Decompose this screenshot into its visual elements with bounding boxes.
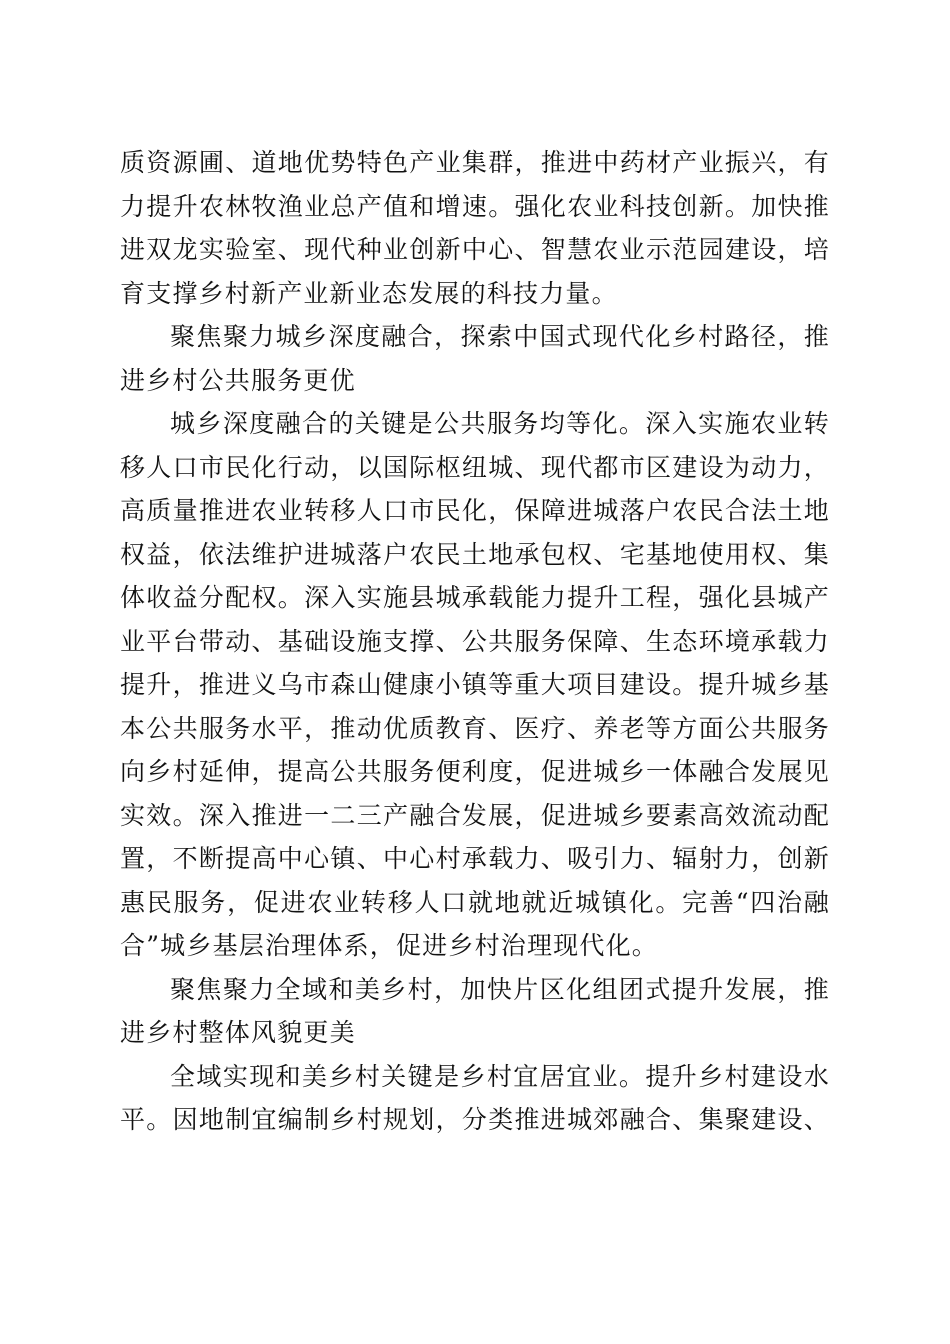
document-body bbox=[120, 141, 830, 1142]
section-heading-urban-rural-integration bbox=[120, 315, 830, 402]
text-line: 提升，推进义乌市森山健康小镇等重大项目建设。提升城乡基 bbox=[120, 670, 830, 699]
text-line: 合”城乡基层治理体系，促进乡村治理现代化。 bbox=[120, 931, 658, 960]
text-line: 移人口市民化行动，以国际枢纽城、现代都市区建设为动力， bbox=[120, 452, 830, 482]
text-line: 全域实现和美乡村关键是乡村宜居宜业。提升乡村建设水 bbox=[170, 1061, 830, 1091]
text-line: 向乡村延伸，提高公共服务便利度，促进城乡一体融合发展见 bbox=[120, 757, 830, 786]
text-line: 聚焦聚力全域和美乡村，加快片区化组团式提升发展，推 bbox=[170, 974, 830, 1004]
paragraph-agri-tech bbox=[120, 141, 830, 315]
text-line: 实效。深入推进一二三产融合发展，促进城乡要素高效流动配 bbox=[120, 800, 830, 830]
text-line: 进乡村整体风貌更美 bbox=[120, 1018, 356, 1047]
text-line: 力提升农林牧渔业总产值和增速。强化农业科技创新。加快推 bbox=[120, 191, 830, 221]
text-line: 本公共服务水平，推动优质教育、医疗、养老等方面公共服务 bbox=[120, 713, 830, 743]
text-line: 质资源圃、道地优势特色产业集群，推进中药材产业振兴，有 bbox=[120, 148, 830, 177]
text-line: 平。因地制宜编制乡村规划，分类推进城郊融合、集聚建设、 bbox=[120, 1105, 830, 1134]
text-line: 置，不断提高中心镇、中心村承载力、吸引力、辐射力，创新 bbox=[120, 844, 830, 873]
section-heading-beautiful-countryside bbox=[120, 968, 830, 1055]
text-line: 育支撑乡村新产业新业态发展的科技力量。 bbox=[120, 278, 618, 308]
text-line: 进乡村公共服务更优 bbox=[120, 365, 356, 395]
text-line: 聚焦聚力城乡深度融合，探索中国式现代化乡村路径，推 bbox=[170, 322, 830, 351]
paragraph-rural-livability bbox=[120, 1055, 830, 1142]
text-line: 城乡深度融合的关键是公共服务均等化。深入实施农业转 bbox=[170, 409, 830, 438]
text-line: 体收益分配权。深入实施县城承载能力提升工程，强化县城产 bbox=[120, 583, 830, 612]
text-line: 业平台带动、基础设施支撑、公共服务保障、生态环境承载力 bbox=[120, 626, 830, 656]
paragraph-public-services bbox=[120, 402, 830, 968]
text-line: 惠民服务，促进农业转移人口就地就近城镇化。完善“四治融 bbox=[120, 887, 830, 917]
text-line: 权益，依法维护进城落户农民土地承包权、宅基地使用权、集 bbox=[120, 539, 830, 569]
text-line: 高质量推进农业转移人口市民化，保障进城落户农民合法土地 bbox=[120, 496, 830, 525]
text-line: 进双龙实验室、现代种业创新中心、智慧农业示范园建设，培 bbox=[120, 235, 830, 264]
